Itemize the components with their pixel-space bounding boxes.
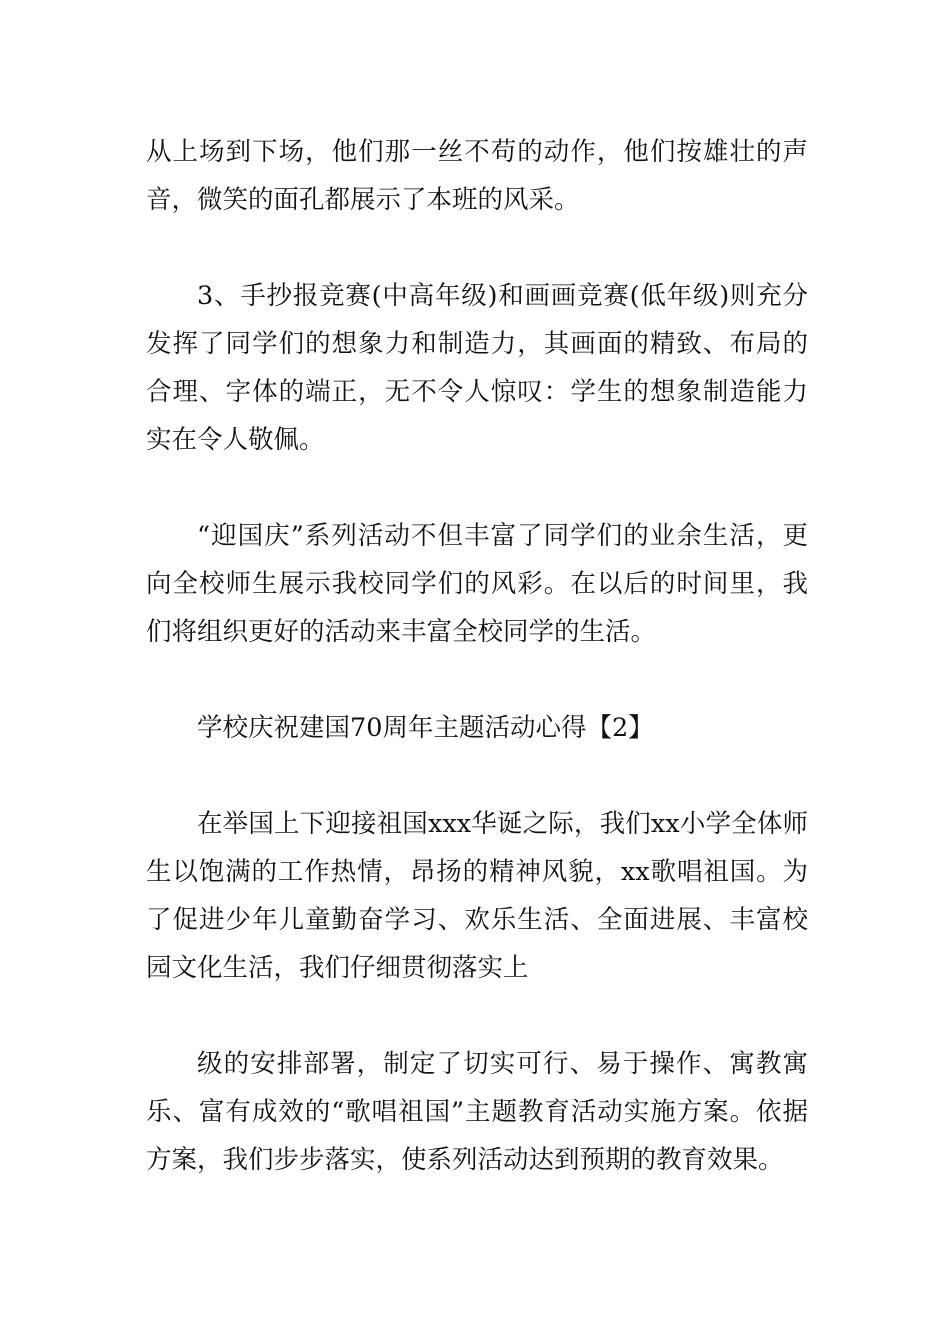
paragraph-continuation: 从上场到下场，他们那一丝不苟的动作，他们按雄壮的声音，微笑的面孔都展示了本班的风采。 bbox=[146, 137, 808, 215]
paragraph-handcopy-contest: 3、手抄报竞赛(中高年级)和画画竞赛(低年级)则充分发挥了同学们的想象力和制造力，其画面的精致、布局的合理、字体的端正，无不令人惊叹：学生的想象制造能力实在令人敬佩。 bbox=[146, 281, 808, 455]
paragraph-spacer bbox=[146, 656, 808, 704]
paragraph-spacer bbox=[146, 224, 808, 272]
paragraph-implementation-plan: 级的安排部署，制定了切实可行、易于操作、寓教寓乐、富有成效的“歌唱祖国”主题教育活动实施方案。依据方案，我们步步落实，使系列活动达到预期的教育效果。 bbox=[146, 1049, 808, 1175]
section-heading: 学校庆祝建国70周年主题活动心得【2】 bbox=[197, 713, 654, 743]
paragraph-spacer bbox=[146, 752, 808, 800]
paragraph-school-intro: 在举国上下迎接祖国xxx华诞之际，我们xx小学全体师生以饱满的工作热情，昂扬的精神风貌，xx歌唱祖国。为了促进少年儿童勤奋学习、欢乐生活、全面进展、丰富校园文化生活，我们仔细贯彻落实上 bbox=[146, 809, 808, 983]
document-body bbox=[146, 128, 808, 1184]
paragraph-national-day-summary: “迎国庆”系列活动不但丰富了同学们的业余生活，更向全校师生展示我校同学们的风彩。在以后的时间里，我们将组织更好的活动来丰富全校同学的生活。 bbox=[146, 521, 808, 647]
paragraph-spacer bbox=[146, 992, 808, 1040]
paragraph-spacer bbox=[146, 464, 808, 512]
